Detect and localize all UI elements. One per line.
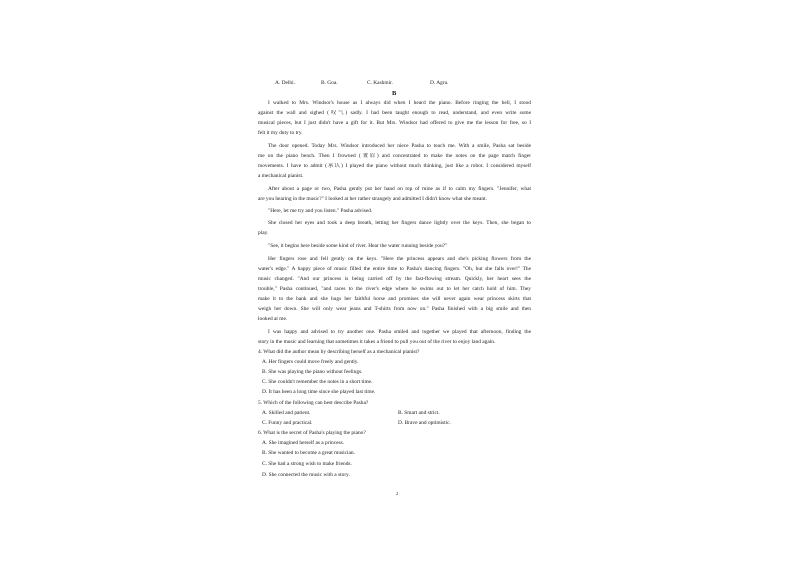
answer-option[interactable]: C. She had a strong wish to make friends. [262, 461, 352, 467]
passage-line: weigh her down. She will only wear jeans and T-shirts from now on." Pasha finished with a big smile and then [258, 306, 531, 312]
passage-line: story in the music and learning that sometimes it takes a friend to pull you out of the river to enjoy land again. [258, 339, 496, 345]
question-stem: 6. What is the secret of Pasha's playing the piano? [258, 430, 366, 436]
answer-option[interactable]: B. She was playing the piano without feelings. [262, 369, 363, 375]
passage-line: The door opened. Today Mrs. Windsor introduced her niece Pasha to teach me. With a smile, Pasha sat beside [268, 143, 531, 149]
passage-line: me on the piano bench. Then I frowned (皱眉) and concentrated to make the notes on the page match finger [258, 153, 531, 159]
prev-option-c: C. Kashmir. [367, 80, 393, 86]
answer-option[interactable]: B. She wanted to become a great musician. [262, 450, 355, 456]
passage-line: movements. I have to admit (承认) I played the piano without much thinking, just like a robot. I considered myself [258, 163, 531, 169]
passage-line: After about a page or two, Pasha gently put her hand on top of mine as if to calm my fingers. "Jennifer, what [268, 186, 531, 192]
passage-line: make it to the bank and she hugs her faithful horse and promises she will never again wear princess skirts that [258, 296, 531, 302]
passage-line: "See, it begins here beside some kind of river. Hear the water running beside you?" [268, 243, 448, 249]
answer-option[interactable]: A. She imagined herself as a princess. [262, 440, 345, 446]
answer-option[interactable]: D. It has been a long time since she played last time. [262, 389, 376, 395]
prev-option-b: B. Goa. [321, 80, 338, 86]
passage-line: a mechanical pianist. [258, 173, 304, 179]
prev-option-a: A. Delhi. [275, 80, 295, 86]
answer-option[interactable]: B. Smart and strict. [398, 410, 440, 416]
answer-option[interactable]: A. Her fingers could move freely and gently. [262, 359, 359, 365]
answer-option[interactable]: D. Brave and optimistic. [398, 420, 451, 426]
answer-option[interactable]: D. She connected the music with a story. [262, 472, 350, 478]
question-stem: 4. What did the author mean by describing herself as a mechanical pianist? [258, 349, 420, 355]
question-stem: 5. Which of the following can best describe Pasha? [258, 400, 369, 406]
passage-line: play. [258, 230, 269, 236]
passage-line: music changed. "And our princess is being carried off by the fast-flowing stream. Quickly, her heart sees the [258, 276, 531, 282]
passage-line: I walked to Mrs. Windsor's house as I always did when I heard the piano. Before ringing the bell, I stood [268, 100, 531, 106]
passage-line: trouble," Pasha continued, "and races to the river's edge where he swims out to let her catch hold of him. They [258, 286, 531, 292]
passage-line: Her fingers rose and fell gently on the keys. "Here the princess appears and she's picking flowers from the [268, 256, 531, 262]
passage-line: are you hearing in the music?" I looked at her rather strangely and admitted I didn't know what she meant. [258, 196, 487, 202]
answer-option[interactable]: C. Funny and practical. [262, 420, 313, 426]
passage-line: "Here, let me try and you listen." Pasha advised. [268, 208, 373, 214]
section-heading: B [392, 90, 397, 97]
answer-option[interactable]: A. Skilled and patient. [262, 410, 311, 416]
passage-line: She closed her eyes and took a deep breath, letting her fingers dance lightly over the keys. Then, she began to [268, 220, 531, 226]
page-number: 2 [396, 491, 399, 496]
passage-line: musical pieces, but I just didn't have a gift for it. But Mrs. Windsor had offered to give me the lesson for free, so I [258, 120, 531, 126]
passage-line: I was happy and advised to try another one. Pasha smiled and together we played that afternoon, finding the [268, 329, 531, 335]
passage-line: water's edge." A happy piece of music filled the entire time to Pasha's dancing fingers. "Oh, but she falls over!" The [258, 266, 531, 272]
prev-option-d: D. Agra. [430, 80, 449, 86]
answer-option[interactable]: C. She couldn't remember the notes in a short time. [262, 379, 373, 385]
passage-line: against the wall and sighed (叹气) sadly. I had been taught enough to read, understand, and even write some [258, 110, 531, 116]
passage-line: felt it my duty to try. [258, 130, 303, 136]
passage-line: looked at me. [258, 316, 288, 322]
